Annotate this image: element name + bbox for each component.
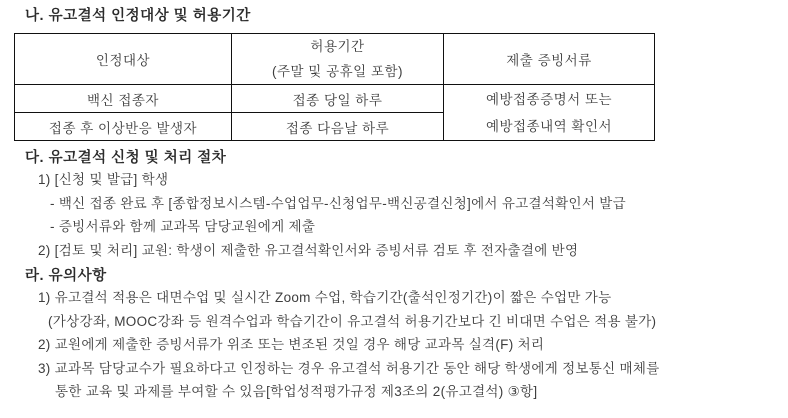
section-title-procedure: 다. 유고결석 신청 및 처리 절차: [25, 150, 227, 166]
note-item-continuation: (가상강좌, MOOC강좌 등 원격수업과 학습기간이 유고결석 허용기간보다 긴 비대면 수업은 적용 불가): [48, 313, 657, 329]
note-item: 2) 교원에게 제출한 증빙서류가 위조 또는 변조된 것일 경우 해당 교과목 실격(F) 처리: [38, 337, 545, 352]
section-title-notes: 라. 유의사항: [25, 268, 107, 284]
header-cell-period: [232, 34, 444, 85]
evidence-line1: 예방접종증명서 또는: [485, 91, 613, 107]
note-item: 3) 교과목 담당교수가 필요하다고 인정하는 경우 유고결석 허용기간 동안 해당 학생에게 정보통신 매체를: [38, 360, 660, 376]
cell-period: 접종 당일 하루: [232, 85, 444, 113]
note-item-continuation: 통한 교육 및 과제를 부여할 수 있음[학업성적평가규정 제3조의 2(유고결석) ③항]: [55, 384, 538, 399]
cell-target: 접종 후 이상반응 발생자: [15, 113, 232, 141]
header-period-line2: (주말 및 공휴일 포함): [271, 64, 404, 79]
cell-evidence-merged: [444, 85, 655, 141]
header-cell-target: 인정대상: [15, 34, 232, 85]
procedure-item: 1) [신청 및 발급] 학생: [38, 172, 169, 187]
header-cell-evidence: 제출 증빙서류: [444, 34, 655, 85]
table-header-row: [15, 34, 655, 85]
procedure-subitem: - 백신 접종 완료 후 [종합정보시스템-수업업무-신청업무-백신공결신청]에서 유고결석확인서 발급: [50, 195, 626, 211]
section-title-recognition: 나. 유고결석 인정대상 및 허용기간: [25, 8, 251, 24]
recognition-table: [14, 33, 655, 141]
note-item: 1) 유고결석 적용은 대면수업 및 실시간 Zoom 수업, 학습기간(출석인정기간)이 짧은 수업만 가능: [38, 290, 612, 305]
evidence-line2: 예방접종내역 확인서: [485, 118, 613, 134]
header-period-line1: 허용기간: [310, 39, 365, 54]
procedure-subitem: - 증빙서류와 함께 교과목 담당교원에게 제출: [50, 219, 316, 234]
procedure-item: 2) [검토 및 처리] 교원: 학생이 제출한 유고결석확인서와 증빙서류 검토 후 전자출결에 반영: [38, 242, 579, 258]
cell-period: 접종 다음날 하루: [232, 113, 444, 141]
cell-target: 백신 접종자: [15, 85, 232, 113]
table-row: [15, 85, 655, 113]
